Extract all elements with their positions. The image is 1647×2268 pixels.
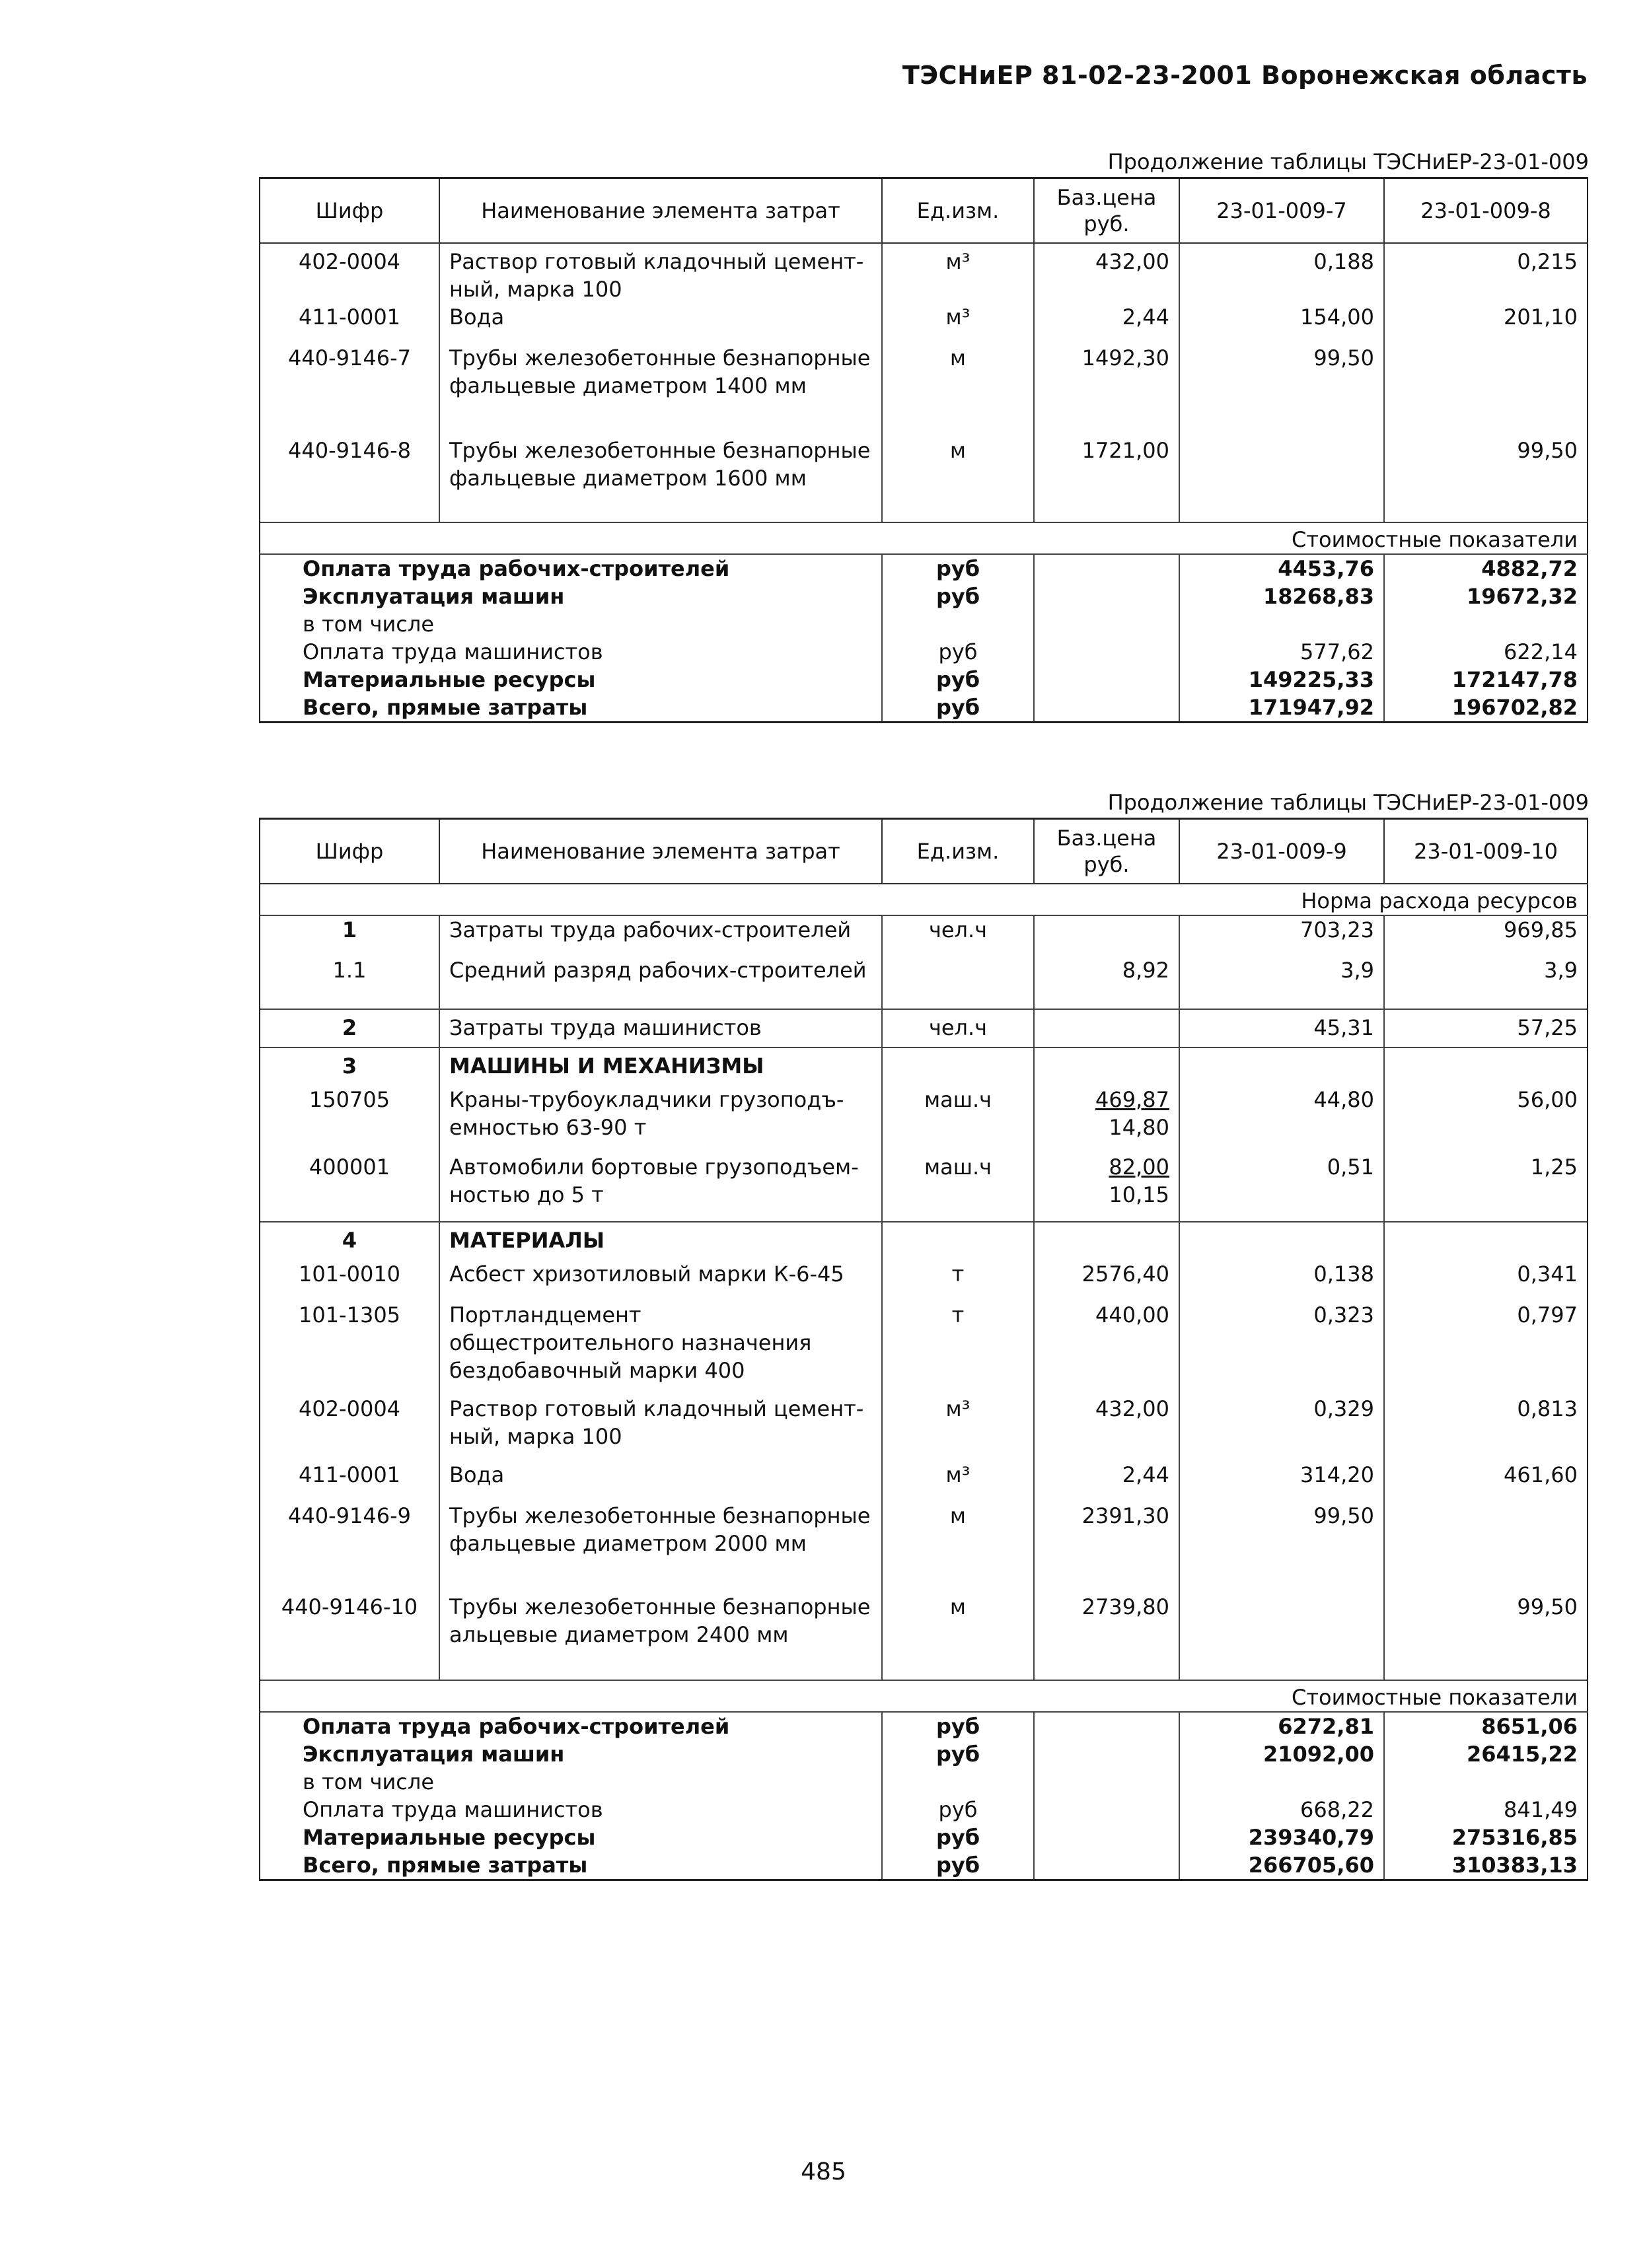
cost-value-2: 196702,82 (1384, 693, 1588, 723)
cost-label: в том числе (260, 1768, 882, 1796)
cell-price (1034, 1153, 1179, 1222)
cost-section-title: Стоимостные показатели (260, 522, 1588, 554)
col-header-code: Шифр (260, 178, 439, 244)
cell-price: 440,00 (1034, 1301, 1179, 1395)
cost-row (260, 666, 1588, 693)
col-header-name: Наименование элемента затрат (439, 178, 882, 244)
cell-code: 101-1305 (260, 1301, 439, 1395)
cost-value-1: 18268,83 (1179, 583, 1384, 610)
cost-value-1: 171947,92 (1179, 693, 1384, 723)
cost-row (260, 1796, 1588, 1824)
cell-unit: м³ (882, 303, 1034, 344)
cell-unit: м³ (882, 1395, 1034, 1461)
cost-value-2: 172147,78 (1384, 666, 1588, 693)
cell-value-1: 44,80 (1179, 1086, 1384, 1153)
cost-row (260, 693, 1588, 723)
cell-value-1: 99,50 (1179, 1502, 1384, 1593)
cell-price: 2,44 (1034, 1461, 1179, 1502)
cost-value-1: 4453,76 (1179, 554, 1384, 583)
cell-value-2: 0,341 (1384, 1260, 1588, 1301)
cost-value-2: 19672,32 (1384, 583, 1588, 610)
cell-value-2: 0,797 (1384, 1301, 1588, 1395)
col-header-code-8: 23-01-009-8 (1384, 178, 1588, 244)
cell-code: 402-0004 (260, 243, 439, 303)
cell-unit: м³ (882, 243, 1034, 303)
cell-value-2: 201,10 (1384, 303, 1588, 344)
table-row (260, 243, 1588, 303)
cost-label: Эксплуатация машин (260, 1740, 882, 1768)
cell-price (1034, 1086, 1179, 1153)
cell-unit: маш.ч (882, 1086, 1034, 1153)
cost-row (260, 1851, 1588, 1880)
cost-unit: руб (882, 693, 1034, 723)
norm-section-title: Норма расхода ресурсов (260, 884, 1588, 915)
cell-unit: м (882, 344, 1034, 437)
cost-label: Всего, прямые затраты (260, 693, 882, 723)
cell-price: 2576,40 (1034, 1260, 1179, 1301)
cost-row (260, 1712, 1588, 1740)
table-row (260, 303, 1588, 344)
cost-label: Оплата труда рабочих-строителей (260, 554, 882, 583)
cell-name: Краны-трубоукладчики грузоподъ-емностью 63-90 т (439, 1086, 882, 1153)
cell-name: Трубы железобетонные безнапорные альцевые диаметром 2400 мм (439, 1593, 882, 1680)
cost-label: Оплата труда рабочих-строителей (260, 1712, 882, 1740)
cell-value-1: 154,00 (1179, 303, 1384, 344)
table-row (260, 1086, 1588, 1153)
cost-unit: руб (882, 638, 1034, 666)
cell-name: Вода (439, 303, 882, 344)
cell-value-2: 0,813 (1384, 1395, 1588, 1461)
section-row (260, 1222, 1588, 1260)
cell-name: Трубы железобетонные безнапорные фальцевые диаметром 1600 мм (439, 437, 882, 522)
cell-value-2: 3,9 (1384, 956, 1588, 1009)
cell-price: 1721,00 (1034, 437, 1179, 522)
table-row (260, 344, 1588, 437)
cell-code: 411-0001 (260, 1461, 439, 1502)
cell-value-2: 461,60 (1384, 1461, 1588, 1502)
cost-row (260, 583, 1588, 610)
cost-value-2: 275316,85 (1384, 1824, 1588, 1851)
cost-row (260, 554, 1588, 583)
cell-code: 440-9146-10 (260, 1593, 439, 1680)
cost-unit: руб (882, 554, 1034, 583)
cell-value-2: 99,50 (1384, 437, 1588, 522)
cell-name: Средний разряд рабочих-строителей (439, 956, 882, 1009)
cost-value-2: 310383,13 (1384, 1851, 1588, 1880)
cell-value-2 (1384, 344, 1588, 437)
cost-value-1: 149225,33 (1179, 666, 1384, 693)
cell-unit: маш.ч (882, 1153, 1034, 1222)
cell-unit: т (882, 1260, 1034, 1301)
cost-label: Всего, прямые затраты (260, 1851, 882, 1880)
cell-unit: м³ (882, 1461, 1034, 1502)
col-header-price: Баз.цена руб. (1034, 178, 1179, 244)
cell-name: Портландцемент общестроительного назначения бездобавочный марки 400 (439, 1301, 882, 1395)
cell-price: 2391,30 (1034, 1502, 1179, 1593)
col-header-code-9: 23-01-009-9 (1179, 819, 1384, 884)
cost-label: Оплата труда машинистов (260, 638, 882, 666)
cell-name: Вода (439, 1461, 882, 1502)
table-row (260, 437, 1588, 522)
cell-value-1: 0,329 (1179, 1395, 1384, 1461)
cell-price (1034, 1009, 1179, 1047)
cell-value-2: 1,25 (1384, 1153, 1588, 1222)
cell-price: 8,92 (1034, 956, 1179, 1009)
cost-value-2: 622,14 (1384, 638, 1588, 666)
cell-value-1: 703,23 (1179, 915, 1384, 956)
cost-unit: руб (882, 1796, 1034, 1824)
table-row (260, 956, 1588, 1009)
cost-section-title: Стоимостные показатели (260, 1680, 1588, 1712)
cell-price: 432,00 (1034, 243, 1179, 303)
col-header-price: Баз.цена руб. (1034, 819, 1179, 884)
cell-code: 1.1 (260, 956, 439, 1009)
price-numerator: 469,87 (1095, 1087, 1169, 1112)
col-header-unit: Ед.изм. (882, 178, 1034, 244)
cell-value-1: 45,31 (1179, 1009, 1384, 1047)
cell-code: 3 (260, 1047, 439, 1086)
col-header-name: Наименование элемента затрат (439, 819, 882, 884)
cost-value-1: 577,62 (1179, 638, 1384, 666)
cell-value-2: 969,85 (1384, 915, 1588, 956)
table-row (260, 915, 1588, 956)
table-row (260, 1153, 1588, 1222)
table1-caption: Продолжение таблицы ТЭСНиЕР-23-01-009 (1107, 149, 1589, 174)
cell-unit: м (882, 437, 1034, 522)
cell-value-1: 3,9 (1179, 956, 1384, 1009)
cell-value-2: 56,00 (1384, 1086, 1588, 1153)
price-numerator: 82,00 (1109, 1154, 1169, 1180)
cell-name: Затраты труда машинистов (439, 1009, 882, 1047)
cell-value-1: 99,50 (1179, 344, 1384, 437)
cell-code: 150705 (260, 1086, 439, 1153)
cost-unit: руб (882, 1824, 1034, 1851)
cell-code: 440-9146-7 (260, 344, 439, 437)
cost-row (260, 638, 1588, 666)
cell-value-1: 0,188 (1179, 243, 1384, 303)
cell-price: 432,00 (1034, 1395, 1179, 1461)
cell-price: 1492,30 (1034, 344, 1179, 437)
cost-value-1: 239340,79 (1179, 1824, 1384, 1851)
col-header-code-7: 23-01-009-7 (1179, 178, 1384, 244)
cell-name: Раствор готовый кладочный цемент-ный, марка 100 (439, 243, 882, 303)
cost-row (260, 1824, 1588, 1851)
document-header: ТЭСНиЕР 81-02-23-2001 Воронежская область (902, 61, 1588, 90)
cost-row (260, 1740, 1588, 1768)
page-number: 485 (801, 2158, 846, 2185)
table-row (260, 1009, 1588, 1047)
cell-value-2: 0,215 (1384, 243, 1588, 303)
cost-value-2: 26415,22 (1384, 1740, 1588, 1768)
cell-value-1: 314,20 (1179, 1461, 1384, 1502)
cost-row (260, 610, 1588, 638)
cost-value-2: 4882,72 (1384, 554, 1588, 583)
cell-code: 1 (260, 915, 439, 956)
cell-value-1: 0,323 (1179, 1301, 1384, 1395)
cost-unit: руб (882, 583, 1034, 610)
table2-caption: Продолжение таблицы ТЭСНиЕР-23-01-009 (1107, 790, 1589, 815)
cell-value-2 (1384, 1502, 1588, 1593)
cell-name: Асбест хризотиловый марки К-6-45 (439, 1260, 882, 1301)
col-header-unit: Ед.изм. (882, 819, 1034, 884)
col-header-code-10: 23-01-009-10 (1384, 819, 1588, 884)
table-row (260, 1301, 1588, 1395)
section-row (260, 1047, 1588, 1086)
cell-unit: м (882, 1502, 1034, 1593)
cost-value-1: 6272,81 (1179, 1712, 1384, 1740)
cost-unit: руб (882, 1851, 1034, 1880)
cell-value-1: 0,138 (1179, 1260, 1384, 1301)
cost-row (260, 1768, 1588, 1796)
cell-value-2: 57,25 (1384, 1009, 1588, 1047)
cost-value-1: 266705,60 (1179, 1851, 1384, 1880)
cell-name: Затраты труда рабочих-строителей (439, 915, 882, 956)
section-title: МАШИНЫ И МЕХАНИЗМЫ (439, 1047, 882, 1086)
cost-value-2: 841,49 (1384, 1796, 1588, 1824)
cost-value-1: 668,22 (1179, 1796, 1384, 1824)
cost-unit: руб (882, 1740, 1034, 1768)
cell-code: 4 (260, 1222, 439, 1260)
cell-code: 402-0004 (260, 1395, 439, 1461)
table-row (260, 1461, 1588, 1502)
resource-table-1 (259, 177, 1588, 723)
cost-label: Эксплуатация машин (260, 583, 882, 610)
cell-name: Трубы железобетонные безнапорные фальцевые диаметром 1400 мм (439, 344, 882, 437)
table-row (260, 1593, 1588, 1680)
cell-value-1: 0,51 (1179, 1153, 1384, 1222)
cost-unit: руб (882, 666, 1034, 693)
price-denominator: 10,15 (1109, 1182, 1169, 1207)
cost-label: Материальные ресурсы (260, 1824, 882, 1851)
col-header-code: Шифр (260, 819, 439, 884)
cell-name: Автомобили бортовые грузоподъем-ностью до 5 т (439, 1153, 882, 1222)
cost-label: Материальные ресурсы (260, 666, 882, 693)
cost-unit: руб (882, 1712, 1034, 1740)
cell-price (1034, 915, 1179, 956)
cell-code: 440-9146-8 (260, 437, 439, 522)
cell-unit (882, 956, 1034, 1009)
table-row (260, 1260, 1588, 1301)
cost-label: в том числе (260, 610, 882, 638)
resource-table-2 (259, 818, 1588, 1881)
cost-value-2: 8651,06 (1384, 1712, 1588, 1740)
cell-price: 2,44 (1034, 303, 1179, 344)
cell-price: 2739,80 (1034, 1593, 1179, 1680)
table-row (260, 1395, 1588, 1461)
cell-code: 400001 (260, 1153, 439, 1222)
cell-code: 2 (260, 1009, 439, 1047)
cell-name: Трубы железобетонные безнапорные фальцевые диаметром 2000 мм (439, 1502, 882, 1593)
cell-value-1 (1179, 437, 1384, 522)
cell-code: 411-0001 (260, 303, 439, 344)
cell-unit: м (882, 1593, 1034, 1680)
cost-label: Оплата труда машинистов (260, 1796, 882, 1824)
table-row (260, 1502, 1588, 1593)
cell-code: 101-0010 (260, 1260, 439, 1301)
cell-value-1 (1179, 1593, 1384, 1680)
price-denominator: 14,80 (1109, 1115, 1169, 1140)
section-title: МАТЕРИАЛЫ (439, 1222, 882, 1260)
cell-code: 440-9146-9 (260, 1502, 439, 1593)
cost-value-1: 21092,00 (1179, 1740, 1384, 1768)
cell-unit: чел.ч (882, 915, 1034, 956)
cell-unit: чел.ч (882, 1009, 1034, 1047)
cell-value-2: 99,50 (1384, 1593, 1588, 1680)
cell-unit: т (882, 1301, 1034, 1395)
cell-name: Раствор готовый кладочный цемент-ный, марка 100 (439, 1395, 882, 1461)
